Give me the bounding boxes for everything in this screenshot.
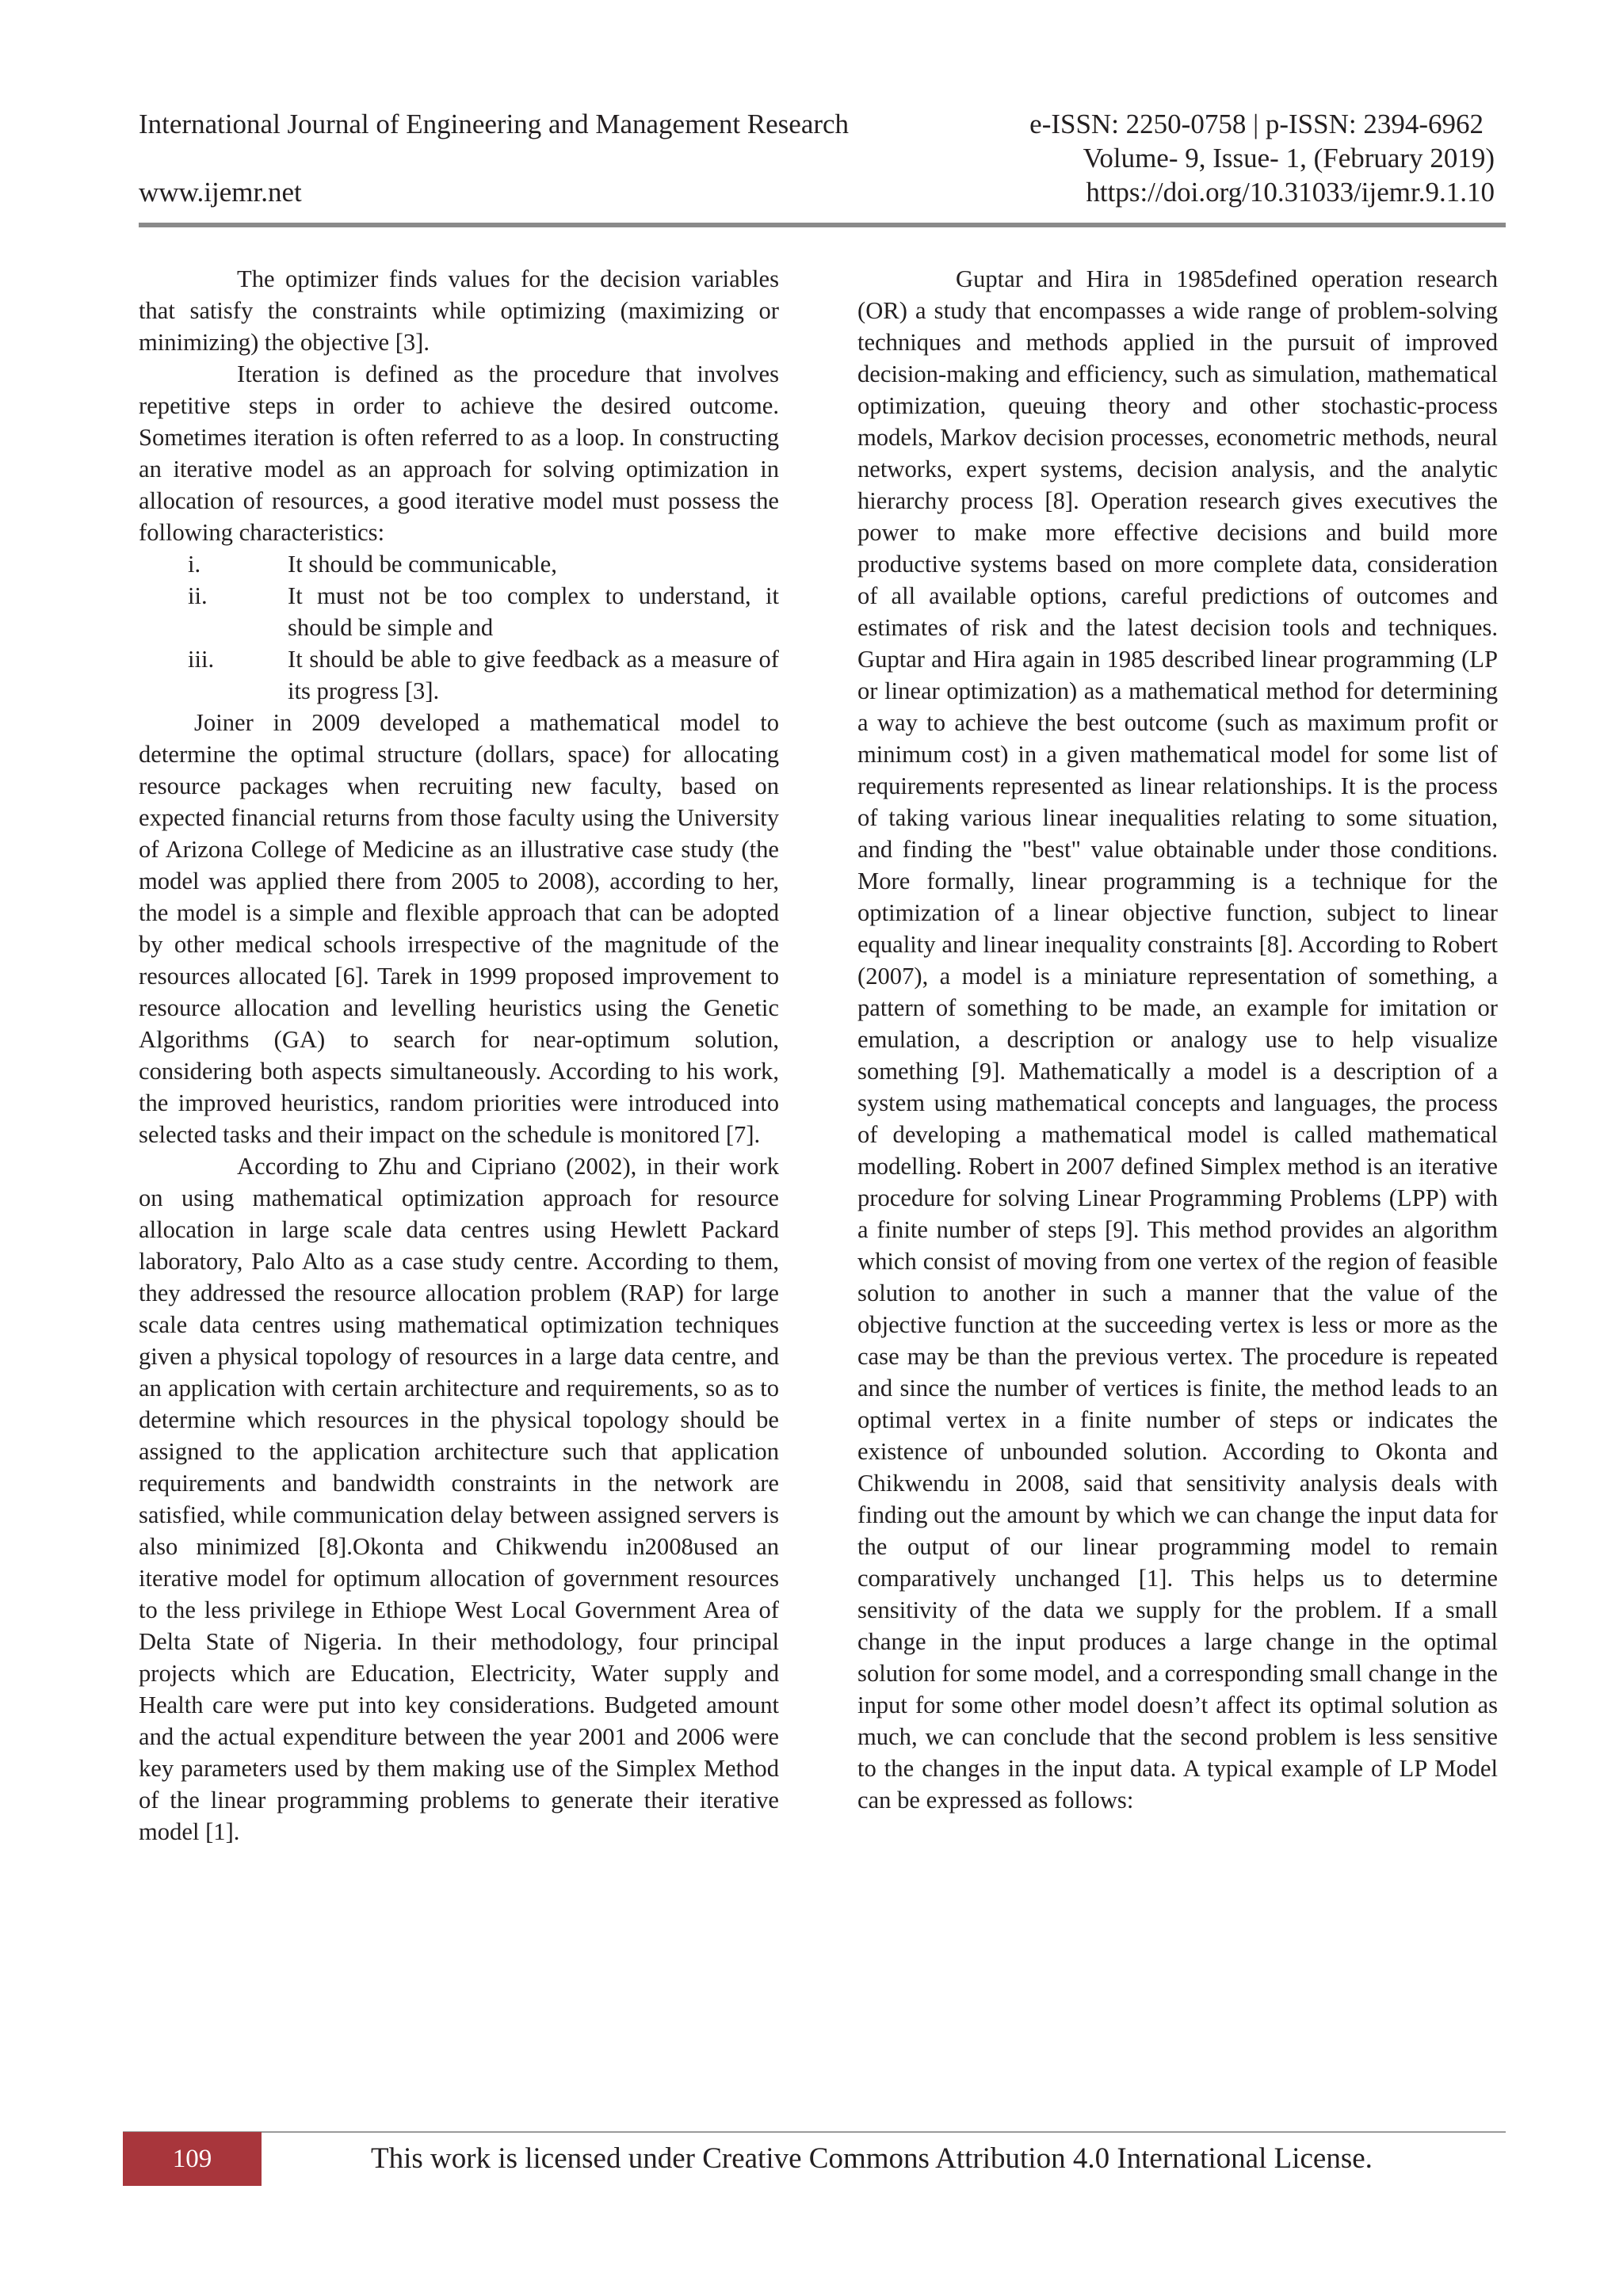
list-item xyxy=(139,580,779,643)
doi-link[interactable]: https://doi.org/10.31033/ijemr.9.1.10 xyxy=(1086,177,1495,208)
list-item-text: It should be able to give feedback as a measure of its progress [3]. xyxy=(288,646,779,704)
right-column xyxy=(857,263,1498,1816)
page-number: 109 xyxy=(172,2145,212,2173)
paragraph-iteration: Iteration is defined as the procedure that involves repetitive steps in order to achieve the desired outcome. Sometimes iteration is often referred to as a loop. In constructing an iterative model as an approach for solving optimization in allocation of resources, a good iterative model must possess the following characteristics: xyxy=(139,360,779,546)
journal-title: International Journal of Engineering and Management Research xyxy=(139,109,850,139)
list-item-text: It should be communicable, xyxy=(288,551,557,578)
header-rule xyxy=(139,223,1506,227)
page-number-box xyxy=(123,2132,262,2186)
list-item xyxy=(139,643,779,707)
list-item-number: i. xyxy=(188,551,201,578)
license-notice: This work is licensed under Creative Commons Attribution 4.0 International License. xyxy=(371,2142,1373,2175)
left-column xyxy=(139,263,779,1848)
paragraph-joiner: Joiner in 2009 developed a mathematical model to determine the optimal structure (dollars, space) for allocating resource packages when recruiting new faculty, based on expected financial returns from those faculty using the University of Arizona College of Medicine as an illustrative case study (the model was applied there from 2005 to 2008), according to her, the model is a simple and flexible approach that can be adopted by other medical schools irrespective of the magnitude of the resources allocated [6]. Tarek in 1999 proposed improvement to resource allocation and levelling heuristics using the Genetic Algorithms (GA) to search for near-optimum solution, considering both aspects simultaneously. According to his work, the improved heuristics, random priorities were introduced into selected tasks and their impact on the schedule is monitored [7]. xyxy=(139,709,779,1148)
list-item xyxy=(139,548,779,580)
website-link[interactable]: www.ijemr.net xyxy=(139,177,302,208)
characteristics-list xyxy=(139,548,779,707)
volume-issue: Volume- 9, Issue- 1, (February 2019) xyxy=(1083,143,1495,174)
paragraph-operation-research: Guptar and Hira in 1985defined operation research (OR) a study that encompasses a wide range of problem-solving techniques and methods applied in the pursuit of improved decision-making and efficiency, such as simulation, mathematical optimization, queuing theory and other stochastic-process models, Markov decision processes, econometric methods, neural networks, expert systems, decision analysis, and the analytic hierarchy process [8]. Operation research gives executives the power to make more effective decisions and build more productive systems based on more complete data, consideration of all available options, careful predictions of outcomes and estimates of risk and the latest decision tools and techniques. Guptar and Hira again in 1985 described linear programming (LP or linear optimization) as a mathematical method for determining a way to achieve the best outcome (such as maximum profit or minimum cost) in a given mathematical model for some list of requirements represented as linear relationships. It is the process of taking various linear inequalities relating to some situation, and finding the "best" value obtainable under those conditions. More formally, linear programming is a technique for the optimization of a linear objective function, subject to linear equality and linear inequality constraints [8]. According to Robert (2007), a model is a miniature representation of something, a pattern of something to be made, an example for imitation or emulation, a description or analogy use to help visualize something [9]. Mathematically a model is a description of a system using mathematical concepts and languages, the process of developing a mathematical model is called mathematical modelling. Robert in 2007 defined Simplex method is an iterative procedure for solving Linear Programming Problems (LPP) with a finite number of steps [9]. This method provides an algorithm which consist of moving from one vertex of the region of feasible solution to another in such a manner that the value of the objective function at the succeeding vertex is less or more as the case may be than the previous vertex. The procedure is repeated and since the number of vertices is finite, the method leads to an optimal vertex in a finite number of steps or indicates the existence of unbounded solution. According to Okonta and Chikwendu in 2008, said that sensitivity analysis deals with finding out the amount by which we can change the input data for the output of our linear programming model to remain comparatively unchanged [1]. This helps us to determine sensitivity of the data we supply for the problem. If a small change in the input produces a large change in the optimal solution for some model, and a corresponding small change in the input for some other model doesn’t affect its optimal solution as much, we can conclude that the second problem is less sensitive to the changes in the input data. A typical example of LP Model can be expressed as follows: xyxy=(857,265,1498,1814)
list-item-text: It must not be too complex to understand, it should be simple and xyxy=(288,582,779,641)
issn-line: e-ISSN: 2250-0758 | p-ISSN: 2394-6962 xyxy=(1029,109,1484,139)
footer-rule xyxy=(123,2131,1506,2133)
paragraph-optimizer: The optimizer finds values for the decision variables that satisfy the constraints while optimizing (maximizing or minimizing) the objective [3]. xyxy=(139,265,779,356)
list-item-number: iii. xyxy=(188,646,215,673)
list-item-number: ii. xyxy=(188,582,208,609)
paragraph-zhu-cipriano: According to Zhu and Cipriano (2002), in their work on using mathematical optimization approach for resource allocation in large scale data centres using Hewlett Packard laboratory, Palo Alto as a case study centre. According to them, they addressed the resource allocation problem (RAP) for large scale data centres using mathematical optimization techniques given a physical topology of resources in a large data centre, and an application with certain architecture and requirements, so as to determine which resources in the physical topology should be assigned to the application architecture such that application requirements and bandwidth constraints in the network are satisfied, while communication delay between assigned servers is also minimized [8].Okonta and Chikwendu in2008used an iterative model for optimum allocation of government resources to the less privilege in Ethiope West Local Government Area of Delta State of Nigeria. In their methodology, four principal projects which are Education, Electricity, Water supply and Health care were put into key considerations. Budgeted amount and the actual expenditure between the year 2001 and 2006 were key parameters used by them making use of the Simplex Method of the linear programming problems to generate their iterative model [1]. xyxy=(139,1153,779,1845)
